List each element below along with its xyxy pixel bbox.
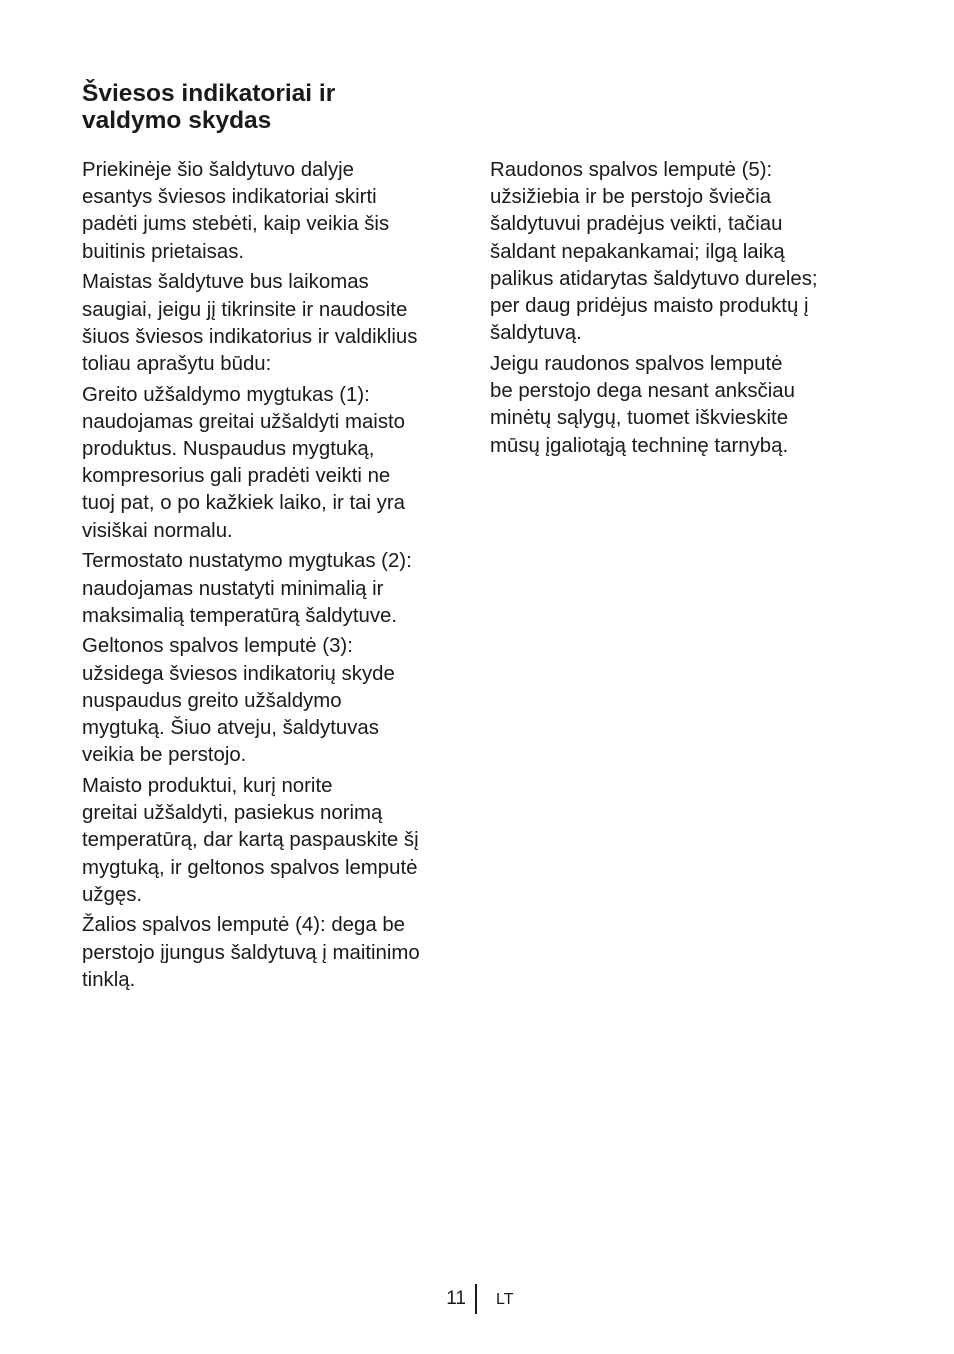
text-line: toliau aprašytu būdu:: [82, 352, 272, 375]
text-line: saugiai, jeigu jį tikrinsite ir naudosite: [82, 298, 408, 321]
text-line: šiuos šviesos indikatorius ir valdiklius: [82, 325, 418, 348]
section-heading: [82, 80, 462, 134]
text-line: mygtuką. Šiuo atveju, šaldytuvas: [82, 717, 379, 740]
paragraph-thermostat: [82, 548, 472, 630]
text-line: Maistas šaldytuve bus laikomas: [82, 271, 369, 294]
text-line: esantys šviesos indikatoriai skirti: [82, 186, 377, 209]
text-line: tinklą.: [82, 968, 136, 991]
text-line: Termostato nustatymo mygtukas (2):: [82, 550, 412, 573]
text-line: mygtuką, ir geltonos spalvos lemputė: [82, 856, 418, 879]
paragraph-service: [490, 351, 870, 460]
text-line: Žalios spalvos lemputė (4): dega be: [82, 914, 406, 937]
text-line: nuspaudus greito užšaldymo: [82, 689, 342, 712]
text-line: visiškai normalu.: [82, 519, 233, 542]
text-line: naudojamas nustatyti minimalią ir: [82, 577, 384, 600]
text-line: užsidega šviesos indikatorių skyde: [82, 662, 395, 685]
text-line: šaldant nepakankamai; ilgą laiką: [490, 240, 785, 263]
text-line: padėti jums stebėti, kaip veikia šis: [82, 213, 390, 236]
page-number: 11: [446, 1288, 466, 1309]
text-line: šaldytuvui pradėjus veikti, tačiau: [490, 213, 783, 236]
text-line: Greito užšaldymo mygtukas (1):: [82, 383, 370, 406]
paragraph-freeze-complete: [82, 773, 472, 909]
text-line: Maisto produktui, kurį norite: [82, 774, 333, 797]
paragraph-green-light: [82, 912, 472, 994]
text-line: perstojo įjungus šaldytuvą į maitinimo: [82, 941, 420, 964]
text-line: minėtų sąlygų, tuomet iškvieskite: [490, 407, 789, 430]
left-column: [82, 157, 472, 998]
paragraph-intro: [82, 157, 472, 266]
text-line: palikus atidarytas šaldytuvo dureles;: [490, 267, 818, 290]
language-code: LT: [496, 1291, 514, 1308]
text-line: temperatūrą, dar kartą paspauskite šį: [82, 829, 419, 852]
text-line: kompresorius gali pradėti veikti ne: [82, 465, 391, 488]
text-line: užsižiebia ir be perstojo šviečia: [490, 186, 772, 209]
text-line: buitinis prietaisas.: [82, 240, 245, 263]
paragraph-yellow-light: [82, 633, 472, 769]
text-line: tuoj pat, o po kažkiek laiko, ir tai yra: [82, 492, 406, 515]
paragraph-red-light: [490, 157, 870, 347]
text-line: šaldytuvą.: [490, 322, 582, 345]
text-line: užgęs.: [82, 883, 143, 906]
text-line: maksimalią temperatūrą šaldytuve.: [82, 604, 398, 627]
text-line: Raudonos spalvos lemputė (5):: [490, 159, 773, 181]
text-line: per daug pridėjus maisto produktų į: [490, 295, 809, 318]
text-line: be perstojo dega nesant anksčiau: [490, 380, 795, 403]
paragraph-storage: [82, 269, 472, 378]
heading-line: valdymo skydas: [82, 107, 272, 134]
text-line: Priekinėje šio šaldytuvo dalyje: [82, 159, 355, 181]
text-line: produktus. Nuspaudus mygtuką,: [82, 438, 375, 461]
text-line: veikia be perstojo.: [82, 744, 247, 767]
text-line: naudojamas greitai užšaldyti maisto: [82, 410, 406, 433]
footer-divider: [475, 1284, 477, 1314]
heading-line: Šviesos indikatoriai ir: [82, 80, 336, 107]
page-footer: [0, 1284, 954, 1316]
text-line: Jeigu raudonos spalvos lemputė: [490, 352, 783, 375]
text-line: greitai užšaldyti, pasiekus norimą: [82, 802, 383, 825]
text-line: mūsų įgaliotąją techninę tarnybą.: [490, 434, 789, 457]
right-column: [490, 157, 870, 463]
paragraph-quick-freeze: [82, 382, 472, 545]
text-line: Geltonos spalvos lemputė (3):: [82, 635, 353, 658]
